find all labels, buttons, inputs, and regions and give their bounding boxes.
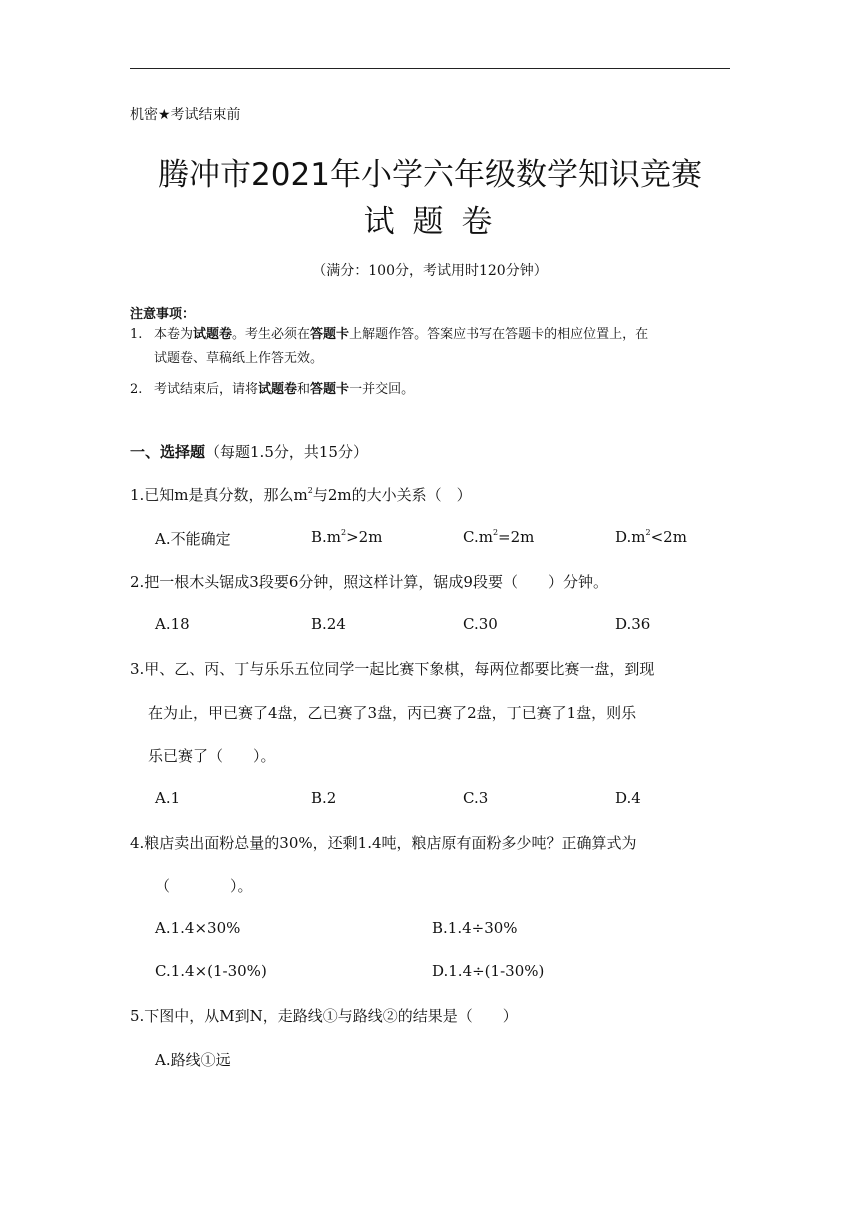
question-text: 1.已知m是真分数，那么m	[130, 486, 308, 504]
q3-option-c: C.3	[463, 789, 489, 807]
question-4-line-1: 4.粮店卖出面粉总量的30%，还剩1.4吨，粮店原有面粉多少吨？正确算式为	[130, 834, 637, 852]
confidential-label: 机密★考试结束前	[130, 107, 241, 123]
option-text: >2m	[346, 528, 383, 546]
q1-option-d	[615, 528, 687, 546]
option-text: B.m	[311, 528, 342, 546]
q2-option-d: D.36	[615, 615, 651, 633]
section-title: 一、选择题	[130, 443, 206, 461]
q1-option-a: A.不能确定	[155, 530, 231, 548]
question-4-line-2: （ ）。	[155, 877, 253, 895]
question-1	[130, 484, 472, 505]
note-item-1	[130, 323, 732, 371]
section-heading	[130, 441, 368, 462]
note-text: 上解题作答。答案应书写在答题卡的相应位置上，在	[349, 327, 649, 342]
option-text: C.m	[463, 528, 493, 546]
note-item-2	[130, 378, 732, 402]
note-bold: 答题卡	[310, 382, 350, 397]
question-text: 与2m的大小关系（ ）	[312, 486, 472, 504]
q2-option-c: C.30	[463, 615, 498, 633]
q4-option-b: B.1.4÷30%	[432, 919, 518, 937]
note-text: 本卷为	[154, 327, 194, 342]
q1-option-b	[311, 528, 382, 546]
q2-option-a: A.18	[155, 615, 190, 633]
section-scoring: （每题1.5分，共15分）	[205, 443, 368, 461]
question-3-line-1: 3.甲、乙、丙、丁与乐乐五位同学一起比赛下象棋，每两位都要比赛一盘，到现	[130, 660, 655, 678]
exam-title: 腾冲市2021年小学六年级数学知识竞赛	[158, 157, 702, 193]
header-rule	[130, 68, 730, 69]
question-3-line-2: 在为止，甲已赛了4盘，乙已赛了3盘，丙已赛了2盘，丁已赛了1盘，则乐	[148, 704, 637, 722]
superscript: 2	[645, 528, 651, 537]
q4-option-a: A.1.4×30%	[155, 919, 241, 937]
q4-option-d: D.1.4÷(1-30%)	[432, 962, 545, 980]
q3-option-b: B.2	[311, 789, 337, 807]
question-5: 5.下图中，从M到N，走路线①与路线②的结果是（ ）	[130, 1007, 518, 1025]
note-text: 。考生必须在	[232, 327, 311, 342]
superscript: 2	[307, 486, 313, 495]
note-text: 一并交回。	[349, 382, 415, 397]
option-text: =2m	[498, 528, 535, 546]
q5-option-a: A.路线①远	[155, 1051, 231, 1069]
note-continuation: 试题卷、草稿纸上作答无效。	[154, 351, 324, 366]
q2-option-b: B.24	[311, 615, 346, 633]
note-bold: 试题卷	[258, 382, 298, 397]
q4-option-c: C.1.4×(1-30%)	[155, 962, 267, 980]
note-text: 和	[297, 382, 311, 397]
note-bold: 试题卷	[193, 327, 233, 342]
superscript: 2	[341, 528, 347, 537]
q1-option-c	[463, 528, 534, 546]
notes-heading: 注意事项：	[130, 307, 196, 322]
q3-option-d: D.4	[615, 789, 641, 807]
question-3-line-3: 乐已赛了（ ）。	[148, 747, 276, 765]
option-text: <2m	[650, 528, 687, 546]
option-text: D.m	[615, 528, 646, 546]
exam-subtitle: 试 题 卷	[363, 204, 497, 240]
note-number: 2.	[130, 382, 143, 397]
question-2: 2.把一根木头锯成3段要6分钟，照这样计算，锯成9段要（ ）分钟。	[130, 573, 608, 591]
note-bold: 答题卡	[310, 327, 350, 342]
q3-option-a: A.1	[155, 789, 181, 807]
score-time-info: （满分：100分，考试用时120分钟）	[312, 263, 548, 279]
superscript: 2	[492, 528, 499, 537]
note-text: 考试结束后，请将	[154, 382, 259, 397]
note-number: 1.	[130, 327, 143, 342]
